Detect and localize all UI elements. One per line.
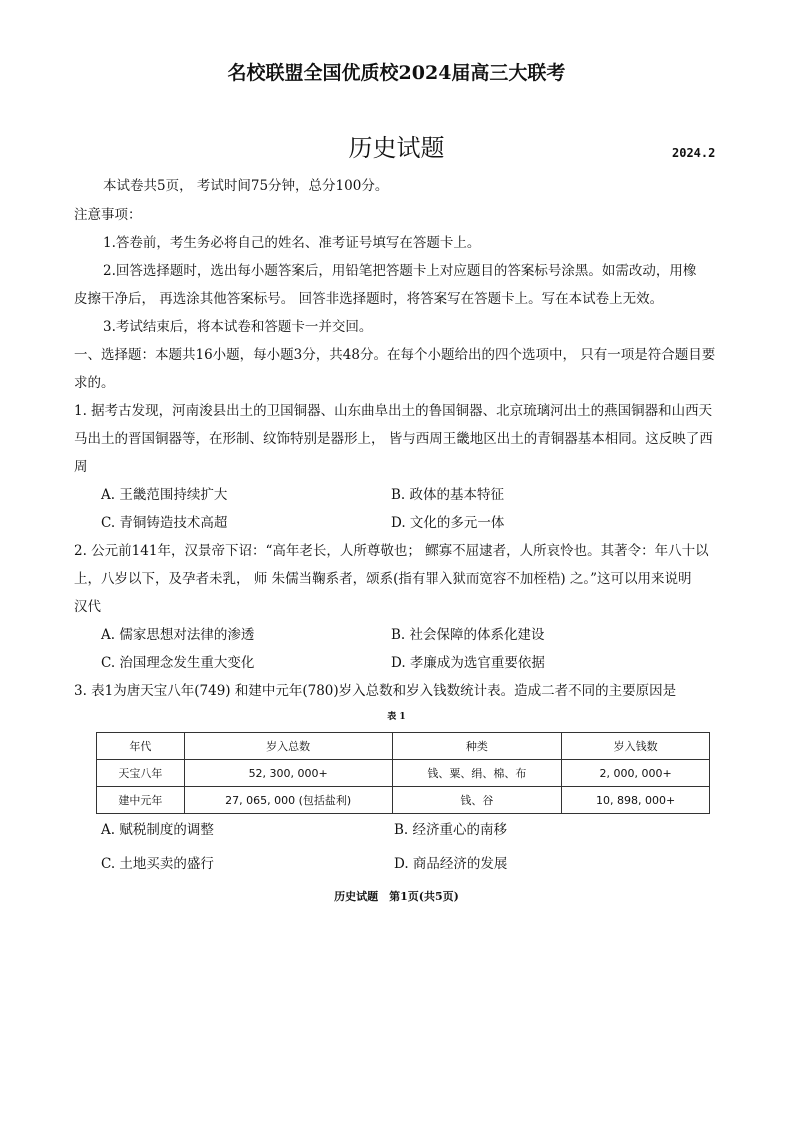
table-cell: 10, 898, 000+ [562, 787, 710, 814]
table-caption: 表 1 [387, 712, 406, 722]
q3-option-c: C. 土地买卖的盛行 [101, 856, 214, 872]
page-footer: 历史试题 第1页(共5页) [334, 890, 459, 903]
table-cell: 2, 000, 000+ [562, 760, 710, 787]
q1-option-a: A. 王畿范围持续扩大 [101, 487, 228, 503]
table-row [97, 787, 710, 814]
question-1-line: 周 [74, 459, 88, 475]
question-2-line: 2. 公元前141年，汉景帝下诏：“高年老长，人所尊敬也； 鳏寡不屈逮者，人所哀怜也。其著令：年八十以 [74, 543, 709, 559]
note-2: 2.回答选择题时，选出每小题答案后，用铅笔把答题卡上对应题目的答案标号涂黑。如需改动，用橡 [103, 263, 697, 279]
q2-option-c: C. 治国理念发生重大变化 [101, 655, 255, 671]
intro-text: 本试卷共5页， 考试时间75分钟，总分100分。 [103, 178, 389, 194]
q3-option-a: A. 赋税制度的调整 [101, 822, 214, 838]
q2-option-d: D. 孝廉成为选官重要依据 [391, 655, 545, 671]
q1-option-b: B. 政体的基本特征 [391, 487, 505, 503]
table-header-cell: 岁入钱数 [562, 733, 710, 760]
section-heading: 一、选择题：本题共16小题，每小题3分，共48分。在每个小题给出的四个选项中， 只有一项是符合题目要 [74, 347, 716, 363]
question-1-line: 马出土的晋国铜器等，在形制、纹饰特别是器形上， 皆与西周王畿地区出土的青铜器基本相同。这反映了西 [74, 431, 713, 447]
table-header-cell: 种类 [392, 733, 562, 760]
q1-option-d: D. 文化的多元一体 [391, 515, 505, 531]
table-cell: 钱、谷 [392, 787, 562, 814]
q2-option-a: A. 儒家思想对法律的渗透 [101, 627, 255, 643]
q1-option-c: C. 青铜铸造技术高超 [101, 515, 228, 531]
section-heading-cont: 求的。 [74, 375, 115, 391]
table-cell: 钱、粟、绢、棉、布 [392, 760, 562, 787]
table-header-row [97, 733, 710, 760]
note-1: 1.答卷前，考生务必将自己的姓名、准考证号填写在答题卡上。 [103, 235, 481, 251]
q3-option-b: B. 经济重心的南移 [394, 822, 508, 838]
note-3: 3.考试结束后，将本试卷和答题卡一并交回。 [103, 319, 373, 335]
question-1-line: 1. 据考古发现，河南浚县出土的卫国铜器、山东曲阜出土的鲁国铜器、北京琉璃河出土的燕国铜器和山西天 [74, 403, 713, 419]
table-row [97, 760, 710, 787]
revenue-table [96, 732, 710, 814]
q3-option-d: D. 商品经济的发展 [394, 856, 508, 872]
exam-date: 2024.2 [672, 146, 716, 160]
notes-heading: 注意事项： [74, 207, 142, 223]
table-cell: 天宝八年 [97, 760, 185, 787]
question-3-line: 3. 表1为唐天宝八年(749) 和建中元年(780)岁入总数和岁入钱数统计表。造成二者不同的主要原因是 [74, 683, 677, 699]
table-cell: 建中元年 [97, 787, 185, 814]
note-2-cont: 皮擦干净后， 再选涂其他答案标号。 回答非选择题时，将答案写在答题卡上。写在本试卷上无效。 [74, 291, 664, 307]
page-title: 历史试题 [348, 134, 445, 162]
table-cell: 27, 065, 000 (包括盐利) [184, 787, 392, 814]
q2-option-b: B. 社会保障的体系化建设 [391, 627, 545, 643]
table-header-cell: 岁入总数 [184, 733, 392, 760]
question-2-line: 汉代 [74, 599, 101, 615]
table-header-cell: 年代 [97, 733, 185, 760]
question-2-line: 上，八岁以下，及孕者未乳， 师 朱儒当鞠系者，颂系(指有罪入狱而宽容不加桎梏) 之。”这可以用来说明 [74, 571, 692, 587]
exam-header: 名校联盟全国优质校2024届高三大联考 [227, 62, 566, 84]
table-cell: 52, 300, 000+ [184, 760, 392, 787]
